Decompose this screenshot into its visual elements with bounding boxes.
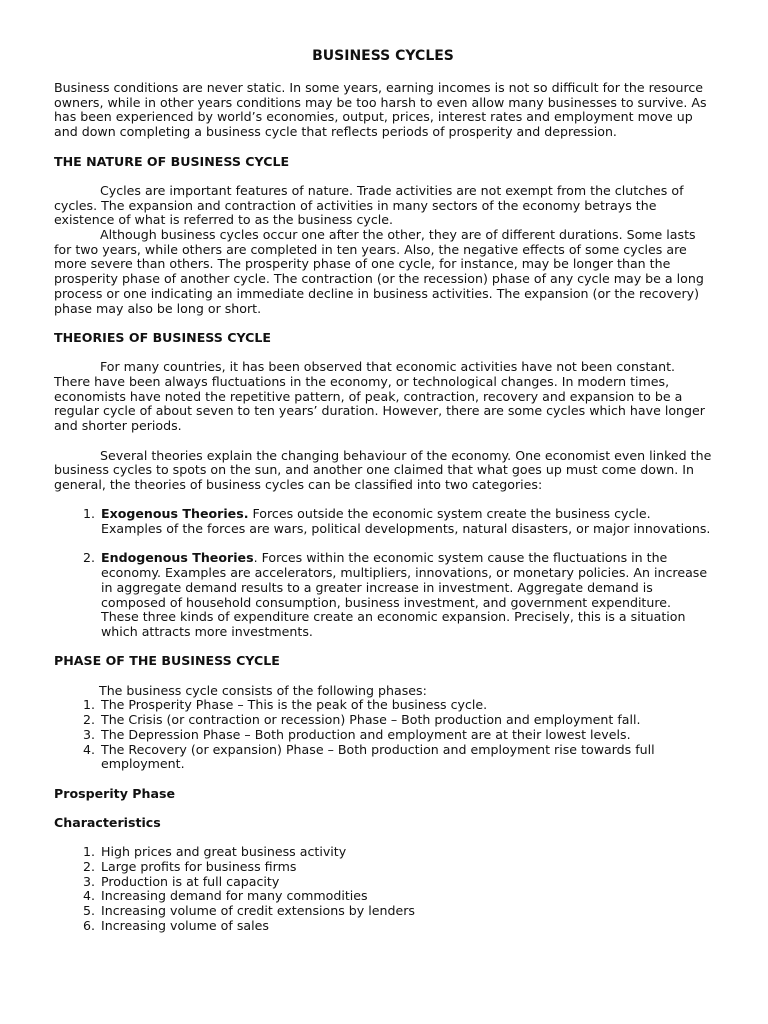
list-item: [99, 551, 712, 639]
theories-paragraph-2: Several theories explain the changing behaviour of the economy. One economist even linked the business cycles to spots on the sun, and another one claimed that what goes up must come down. In general, the theories of business cycles can be classified into two categories:: [54, 447, 712, 492]
list-item: [99, 507, 712, 536]
document-title: BUSINESS CYCLES: [312, 48, 454, 64]
phases-list: [54, 698, 712, 772]
list-item: 4. Increasing demand for many commodities: [99, 889, 712, 904]
list-item: 3. The Depression Phase – Both production and employment are at their lowest levels.: [99, 728, 712, 743]
intro-paragraph: Business conditions are never static. In some years, earning incomes is not so difficult for the resource owners, while in other years conditions may be too harsh to even allow many businesses to survive. As has been experienced by world’s economies, output, prices, interest rates and employment move up and down completing a business cycle that reflects periods of prosperity and depression.: [54, 80, 707, 140]
list-item: 4. The Recovery (or expansion) Phase – Both production and employment rise towards full employment.: [99, 743, 712, 772]
theories-list: [54, 507, 712, 639]
characteristics-list: [54, 845, 712, 933]
theories-paragraph-1: For many countries, it has been observed that economic activities have not been constant. There have been always fluctuations in the economy, or technological changes. In modern times, economists have noted the repetitive pattern, of peak, contraction, recovery and expansion to be a regular cycle of about seven to ten years’ duration. However, there are some cycles which have longer and shorter periods.: [54, 359, 705, 434]
prosperity-heading: Prosperity Phase: [54, 785, 176, 801]
theory-text: . Forces within the economic system cause the fluctuations in the economy. Examples are accelerators, multipliers, innovations, or monetary policies. An increase in aggregate demand results to a greater increase in investment. Aggregate demand is composed of household consumption, business investment, and government expenditure. These three kinds of expenditure create an economic expansion. Precisely, this is a situation which attracts more investments.: [101, 550, 708, 639]
list-item: 5. Increasing volume of credit extensions by lenders: [99, 904, 712, 919]
theory-text: Forces outside the economic system create the business cycle. Examples of the forces are wars, political developments, natural disasters, or major innovations.: [101, 506, 711, 536]
list-item: 2. Large profits for business firms: [99, 860, 712, 875]
theory-term: Exogenous Theories.: [101, 506, 249, 522]
list-item: 1. The Prosperity Phase – This is the peak of the business cycle.: [99, 698, 712, 713]
list-item: 1. High prices and great business activity: [99, 845, 712, 860]
list-item: 3. Production is at full capacity: [99, 875, 712, 890]
phases-intro: The business cycle consists of the following phases:: [99, 682, 427, 698]
characteristics-heading: Characteristics: [54, 814, 161, 830]
nature-heading: THE NATURE OF BUSINESS CYCLE: [54, 153, 290, 169]
list-item: 2. The Crisis (or contraction or recession) Phase – Both production and employment fall.: [99, 713, 712, 728]
phases-heading: PHASE OF THE BUSINESS CYCLE: [54, 653, 280, 669]
theories-heading: THEORIES OF BUSINESS CYCLE: [54, 329, 272, 345]
theory-term: Endogenous Theories: [101, 550, 254, 566]
nature-paragraph-2: Although business cycles occur one after the other, they are of different durations. Some lasts for two years, while others are completed in ten years. Also, the negative effects of some cycles are more severe than others. The prosperity phase of one cycle, for instance, may be longer than the prosperity phase of another cycle. The contraction (or the recession) phase of any cycle may be a long process or one indicating an immediate decline in business activities. The expansion (or the recovery) phase may also be long or short.: [54, 227, 704, 316]
list-item: 6. Increasing volume of sales: [99, 919, 712, 934]
nature-paragraph-1: Cycles are important features of nature. Trade activities are not exempt from the clutches of cycles. The expansion and contraction of activities in many sectors of the economy betrays the existence of what is referred to as the business cycle.: [54, 182, 684, 228]
